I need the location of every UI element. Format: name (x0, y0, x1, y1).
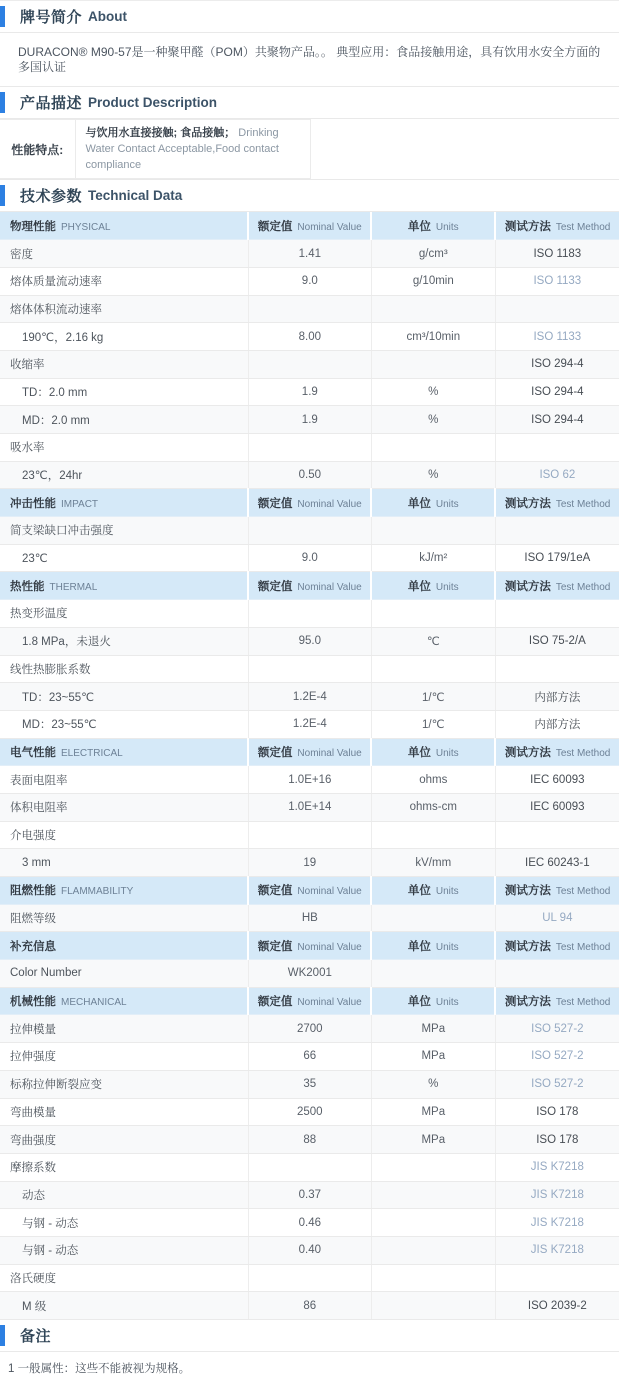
nominal-value-cell (248, 434, 371, 462)
test-method-cell: IEC 60093 (495, 793, 619, 821)
table-row (0, 655, 619, 683)
property-name-cell: 收缩率 (0, 350, 248, 378)
test-method-cell: IEC 60093 (495, 766, 619, 794)
table-row (0, 821, 619, 849)
nominal-value-header-cell: 额定值 Nominal Value (248, 932, 371, 960)
nominal-value-cell: 1.9 (248, 378, 371, 406)
group-header-row (0, 932, 619, 960)
property-name-cell: 介电强度 (0, 821, 248, 849)
property-name-cell: 1.8 MPa，未退火 (0, 627, 248, 655)
table-row (0, 323, 619, 351)
test-method-cell: ISO 178 (495, 1126, 619, 1154)
group-title-cell: 阻燃性能 FLAMMABILITY (0, 877, 248, 905)
nominal-value-cell: 2500 (248, 1098, 371, 1126)
nominal-value-header-cell: 额定值 Nominal Value (248, 572, 371, 600)
property-name-cell: 简支梁缺口冲击强度 (0, 517, 248, 545)
units-cell (371, 1292, 495, 1320)
nominal-value-cell (248, 821, 371, 849)
property-name-cell: 吸水率 (0, 434, 248, 462)
property-name-cell: 弯曲强度 (0, 1126, 248, 1154)
nominal-value-cell (248, 350, 371, 378)
units-cell (371, 1264, 495, 1292)
test-method-header-cell: 测试方法 Test Method (495, 987, 619, 1015)
accent-bar-icon (0, 1325, 5, 1346)
features-text-en: Drinking Water Contact Acceptable,Food contact compliance (85, 127, 279, 171)
section-remark-title-zh: 备注 (20, 1328, 52, 1345)
units-cell: ohms-cm (371, 793, 495, 821)
nominal-value-cell: 19 (248, 849, 371, 877)
nominal-value-cell: HB (248, 904, 371, 932)
property-name-cell: MD：2.0 mm (0, 406, 248, 434)
nominal-value-cell: 9.0 (248, 267, 371, 295)
test-method-cell[interactable]: ISO 62 (495, 461, 619, 489)
property-name-cell: 摩擦系数 (0, 1153, 248, 1181)
table-row (0, 960, 619, 988)
units-header-cell: 单位 Units (371, 489, 495, 517)
table-row (0, 766, 619, 794)
test-method-cell[interactable]: UL 94 (495, 904, 619, 932)
group-header-row (0, 987, 619, 1015)
section-product-description-title-zh: 产品描述 (20, 95, 83, 112)
group-header-row (0, 738, 619, 766)
property-name-cell: 熔体质量流动速率 (0, 267, 248, 295)
footnote: 1 一般属性：这些不能被视为规格。 (8, 1363, 191, 1375)
units-cell: kJ/m² (371, 544, 495, 572)
nominal-value-cell (248, 655, 371, 683)
nominal-value-cell: 1.0E+14 (248, 793, 371, 821)
property-name-cell: 线性热膨胀系数 (0, 655, 248, 683)
nominal-value-cell: 1.2E-4 (248, 683, 371, 711)
test-method-header-cell: 测试方法 Test Method (495, 489, 619, 517)
nominal-value-cell (248, 600, 371, 628)
section-product-description (0, 87, 619, 119)
table-row (0, 1070, 619, 1098)
units-cell: MPa (371, 1098, 495, 1126)
property-name-cell: 23℃，24hr (0, 461, 248, 489)
test-method-cell (495, 295, 619, 323)
nominal-value-cell: 0.46 (248, 1209, 371, 1237)
nominal-value-cell (248, 295, 371, 323)
nominal-value-cell: 0.40 (248, 1236, 371, 1264)
units-cell (371, 517, 495, 545)
test-method-cell: ISO 2039-2 (495, 1292, 619, 1320)
test-method-cell (495, 517, 619, 545)
test-method-cell: ISO 294-4 (495, 378, 619, 406)
units-cell: g/cm³ (371, 240, 495, 268)
nominal-value-cell: 2700 (248, 1015, 371, 1043)
test-method-cell: ISO 1183 (495, 240, 619, 268)
units-header-cell: 单位 Units (371, 212, 495, 240)
section-about-title-zh: 牌号简介 (20, 9, 83, 26)
table-row (0, 904, 619, 932)
property-name-cell: M 级 (0, 1292, 248, 1320)
property-name-cell: MD：23~55℃ (0, 710, 248, 738)
test-method-cell: IEC 60243-1 (495, 849, 619, 877)
nominal-value-cell: 88 (248, 1126, 371, 1154)
units-cell (371, 1209, 495, 1237)
table-row (0, 1098, 619, 1126)
nominal-value-cell: 1.0E+16 (248, 766, 371, 794)
group-title-cell: 物理性能 PHYSICAL (0, 212, 248, 240)
units-cell (371, 655, 495, 683)
table-row (0, 1043, 619, 1071)
units-cell (371, 350, 495, 378)
property-name-cell: 与钢 - 动态 (0, 1209, 248, 1237)
group-header-row (0, 489, 619, 517)
table-row (0, 378, 619, 406)
nominal-value-cell: 1.9 (248, 406, 371, 434)
units-header-cell: 单位 Units (371, 987, 495, 1015)
test-method-cell: ISO 75-2/A (495, 627, 619, 655)
technical-table-body (0, 212, 619, 1320)
accent-bar-icon (0, 6, 5, 27)
group-title-cell: 冲击性能 IMPACT (0, 489, 248, 517)
test-method-cell[interactable]: JIS K7218 (495, 1153, 619, 1181)
property-name-cell: 弯曲模量 (0, 1098, 248, 1126)
table-row (0, 240, 619, 268)
table-row (0, 1153, 619, 1181)
test-method-cell[interactable]: ISO 527-2 (495, 1070, 619, 1098)
table-row (0, 1209, 619, 1237)
property-name-cell: 表面电阻率 (0, 766, 248, 794)
units-header-cell: 单位 Units (371, 572, 495, 600)
test-method-cell: ISO 178 (495, 1098, 619, 1126)
units-cell: 1/℃ (371, 683, 495, 711)
units-cell (371, 904, 495, 932)
test-method-cell (495, 960, 619, 988)
nominal-value-header-cell: 额定值 Nominal Value (248, 738, 371, 766)
features-content (75, 120, 310, 179)
test-method-header-cell: 测试方法 Test Method (495, 877, 619, 905)
nominal-value-header-cell: 额定值 Nominal Value (248, 212, 371, 240)
table-row (0, 849, 619, 877)
table-row (0, 1126, 619, 1154)
property-name-cell: TD：23~55℃ (0, 683, 248, 711)
table-row (0, 600, 619, 628)
test-method-cell[interactable]: ISO 1133 (495, 267, 619, 295)
technical-table (0, 212, 619, 1320)
units-cell (371, 1153, 495, 1181)
property-name-cell: 密度 (0, 240, 248, 268)
units-cell (371, 600, 495, 628)
test-method-cell[interactable]: JIS K7218 (495, 1236, 619, 1264)
property-name-cell: 拉伸强度 (0, 1043, 248, 1071)
units-cell: MPa (371, 1043, 495, 1071)
section-about (0, 1, 619, 33)
about-description: DURACON® M90-57是一种聚甲醛（POM）共聚物产品。。 典型应用：食品接触用途，具有饮用水安全方面的多国认证 (0, 33, 619, 87)
test-method-cell (495, 600, 619, 628)
units-cell (371, 1181, 495, 1209)
table-row (0, 793, 619, 821)
units-cell (371, 295, 495, 323)
group-title-cell: 电气性能 ELECTRICAL (0, 738, 248, 766)
group-header-row (0, 572, 619, 600)
units-cell: ohms (371, 766, 495, 794)
units-cell: MPa (371, 1126, 495, 1154)
features-section (0, 119, 619, 180)
section-remark (0, 1320, 619, 1352)
units-cell: MPa (371, 1015, 495, 1043)
group-title-cell: 补充信息 (0, 932, 248, 960)
units-cell: g/10min (371, 267, 495, 295)
property-name-cell: 洛氏硬度 (0, 1264, 248, 1292)
table-row (0, 1236, 619, 1264)
test-method-cell[interactable]: JIS K7218 (495, 1209, 619, 1237)
nominal-value-cell: WK2001 (248, 960, 371, 988)
nominal-value-cell: 0.50 (248, 461, 371, 489)
table-row (0, 1264, 619, 1292)
units-cell: kV/mm (371, 849, 495, 877)
test-method-cell[interactable]: ISO 1133 (495, 323, 619, 351)
accent-bar-icon (0, 92, 5, 113)
property-name-cell: 热变形温度 (0, 600, 248, 628)
section-technical-title-zh: 技术参数 (20, 188, 83, 205)
table-row (0, 627, 619, 655)
table-row (0, 517, 619, 545)
units-cell (371, 821, 495, 849)
property-name-cell: 190℃，2.16 kg (0, 323, 248, 351)
group-title-cell: 热性能 THERMAL (0, 572, 248, 600)
test-method-header-cell: 测试方法 Test Method (495, 212, 619, 240)
units-header-cell: 单位 Units (371, 738, 495, 766)
test-method-cell[interactable]: JIS K7218 (495, 1181, 619, 1209)
units-header-cell: 单位 Units (371, 877, 495, 905)
test-method-cell (495, 1264, 619, 1292)
nominal-value-cell: 35 (248, 1070, 371, 1098)
test-method-header-cell: 测试方法 Test Method (495, 932, 619, 960)
test-method-cell (495, 821, 619, 849)
units-cell: % (371, 461, 495, 489)
section-technical-data (0, 180, 619, 212)
group-header-row (0, 212, 619, 240)
nominal-value-cell: 8.00 (248, 323, 371, 351)
property-name-cell: 拉伸模量 (0, 1015, 248, 1043)
property-name-cell: 熔体体积流动速率 (0, 295, 248, 323)
property-name-cell: 动态 (0, 1181, 248, 1209)
units-cell (371, 1236, 495, 1264)
property-name-cell: 体积电阻率 (0, 793, 248, 821)
nominal-value-header-cell: 额定值 Nominal Value (248, 489, 371, 517)
table-row (0, 544, 619, 572)
nominal-value-cell (248, 517, 371, 545)
nominal-value-cell (248, 1153, 371, 1181)
test-method-cell: 内部方法 (495, 710, 619, 738)
test-method-header-cell: 测试方法 Test Method (495, 738, 619, 766)
test-method-cell[interactable]: ISO 527-2 (495, 1015, 619, 1043)
table-row (0, 350, 619, 378)
units-header-cell: 单位 Units (371, 932, 495, 960)
nominal-value-cell: 95.0 (248, 627, 371, 655)
section-product-description-title-en: Product Description (88, 95, 218, 110)
table-row (0, 434, 619, 462)
test-method-cell: ISO 294-4 (495, 350, 619, 378)
nominal-value-header-cell: 额定值 Nominal Value (248, 987, 371, 1015)
units-cell (371, 434, 495, 462)
features-table (0, 119, 311, 179)
features-text-zh: 与饮用水直接接触; 食品接触； (85, 127, 236, 139)
units-cell: % (371, 406, 495, 434)
group-title-cell: 机械性能 MECHANICAL (0, 987, 248, 1015)
nominal-value-cell: 1.2E-4 (248, 710, 371, 738)
table-row (0, 267, 619, 295)
nominal-value-cell: 9.0 (248, 544, 371, 572)
units-cell: % (371, 378, 495, 406)
table-row (0, 406, 619, 434)
test-method-cell (495, 434, 619, 462)
test-method-cell: ISO 294-4 (495, 406, 619, 434)
units-cell: % (371, 1070, 495, 1098)
test-method-cell (495, 655, 619, 683)
nominal-value-cell: 1.41 (248, 240, 371, 268)
units-cell (371, 960, 495, 988)
table-row (0, 1181, 619, 1209)
property-name-cell: 阻燃等级 (0, 904, 248, 932)
nominal-value-cell: 66 (248, 1043, 371, 1071)
nominal-value-cell: 86 (248, 1292, 371, 1320)
units-cell: ℃ (371, 627, 495, 655)
table-row (0, 295, 619, 323)
table-row (0, 461, 619, 489)
section-about-title-en: About (88, 9, 127, 24)
property-name-cell: 23℃ (0, 544, 248, 572)
table-row (0, 1292, 619, 1320)
features-label: 性能特点: (0, 120, 75, 179)
property-name-cell: 3 mm (0, 849, 248, 877)
test-method-header-cell: 测试方法 Test Method (495, 572, 619, 600)
nominal-value-header-cell: 额定值 Nominal Value (248, 877, 371, 905)
test-method-cell: ISO 179/1eA (495, 544, 619, 572)
group-header-row (0, 877, 619, 905)
property-name-cell: 标称拉伸断裂应变 (0, 1070, 248, 1098)
property-name-cell: Color Number (0, 960, 248, 988)
property-name-cell: TD：2.0 mm (0, 378, 248, 406)
accent-bar-icon (0, 185, 5, 206)
nominal-value-cell (248, 1264, 371, 1292)
table-row (0, 683, 619, 711)
units-cell: 1/℃ (371, 710, 495, 738)
test-method-cell: 内部方法 (495, 683, 619, 711)
features-row (0, 120, 310, 179)
section-technical-title-en: Technical Data (88, 188, 183, 203)
table-row (0, 710, 619, 738)
property-name-cell: 与钢 - 动态 (0, 1236, 248, 1264)
nominal-value-cell: 0.37 (248, 1181, 371, 1209)
table-row (0, 1015, 619, 1043)
test-method-cell[interactable]: ISO 527-2 (495, 1043, 619, 1071)
units-cell: cm³/10min (371, 323, 495, 351)
